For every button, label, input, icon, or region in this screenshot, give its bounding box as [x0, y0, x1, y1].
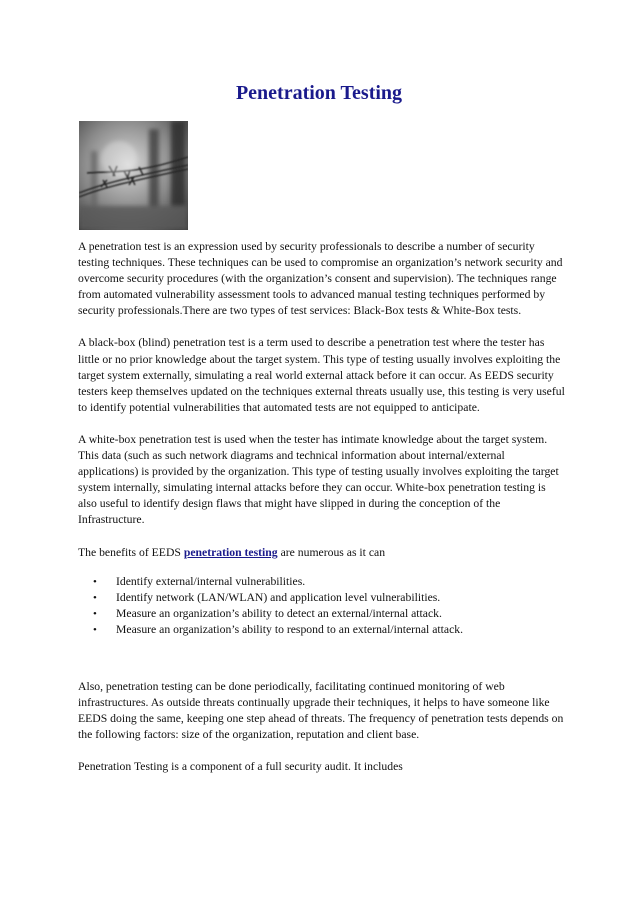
list-item-text: Identify external/internal vulnerabilities.: [116, 574, 306, 588]
document-title: Penetration Testing: [235, 82, 403, 104]
benefits-paragraph: [78, 545, 566, 561]
list-item-text: Measure an organization’s ability to respond to an external/internal attack.: [116, 622, 464, 636]
list-item-text: Measure an organization’s ability to detect an external/internal attack.: [116, 606, 442, 620]
intro-paragraph: A penetration test is an expression used by security professionals to describe a number of security testing techniques. These techniques can be used to compromise an organization’s network security and overcome security procedures (with the organization’s consent and supervision). The techniques range from automated vulnerability assessment tools to advanced manual testing techniques performed by security professionals.There are two types of test services: Black-Box tests & White-Box tests.: [78, 240, 563, 318]
white-box-paragraph: A white-box penetration test is used when the tester has intimate knowledge about the target system. This data (such as such network diagrams and technical information about internal/external applications) is provided by the organization. This type of testing usually involves exploiting the target system internally, simulating internal attacks before they can occur. White-box penetration testing is also useful to identify design flaws that might have slipped in during the conception of the Infrastructure.: [78, 432, 559, 527]
benefits-suffix: are numerous as it can: [277, 545, 386, 559]
bullet-icon: •: [93, 591, 97, 604]
benefits-list: [78, 574, 566, 638]
list-item: [93, 622, 566, 638]
benefits-prefix: The benefits of EEDS: [78, 545, 184, 559]
list-item: [93, 574, 566, 590]
list-item: [93, 590, 566, 606]
list-item-text: Identify network (LAN/WLAN) and application level vulnerabilities.: [116, 590, 441, 604]
barbed-wire-photo-icon: [79, 121, 188, 230]
black-box-paragraph: A black-box (blind) penetration test is a term used to describe a penetration test where the tester has little or no prior knowledge about the target system. This type of testing usually involves exploiting the target system externally, simulating a real world external attack before it can occur. As EEDS security testers keep themselves updated on the techniques external threats usually use, this testing is very useful to identify potential vulnerabilities that automated tests are not equipped to anticipate.: [78, 336, 565, 414]
bullet-icon: •: [93, 607, 97, 620]
bullet-icon: •: [93, 575, 97, 588]
audit-paragraph: Penetration Testing is a component of a full security audit. It includes: [78, 760, 403, 774]
frequency-paragraph: Also, penetration testing can be done periodically, facilitating continued monitoring of web infrastructures. As outside threats continually upgrade their techniques, it helps to have someone like EEDS doing the same, keeping one step ahead of threats. The frequency of penetration tests depends on the following factors: size of the organization, reputation and client base.: [78, 679, 564, 742]
penetration-testing-link[interactable]: penetration testing: [183, 545, 278, 559]
bullet-icon: •: [93, 623, 97, 636]
list-item: [93, 606, 566, 622]
document-body: [78, 239, 566, 791]
